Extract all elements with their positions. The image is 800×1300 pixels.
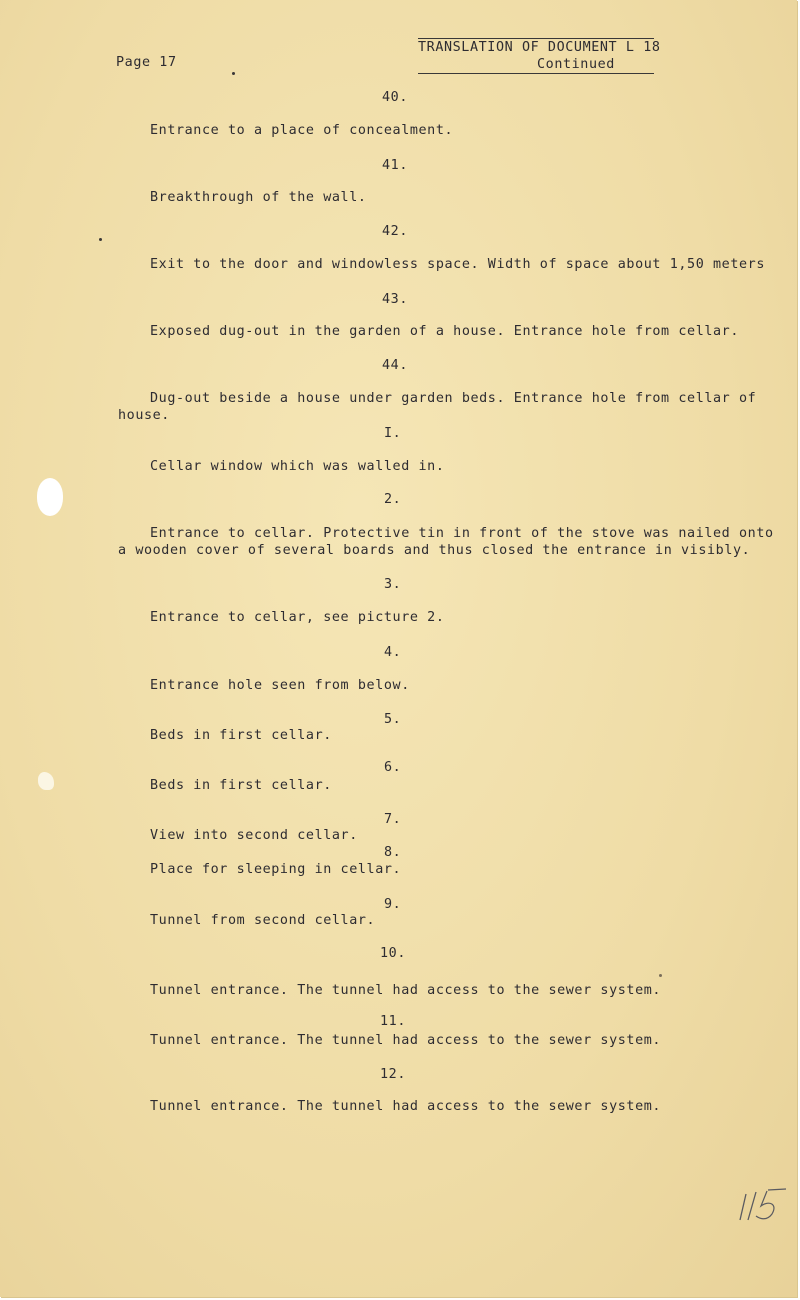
entry-caption: Cellar window which was walled in. xyxy=(150,459,445,474)
entry-caption-line: a wooden cover of several boards and thus closed the entrance in visibly. xyxy=(118,543,751,558)
entry-caption: Entrance to cellar, see picture 2. xyxy=(150,610,445,625)
entry-caption: Tunnel entrance. The tunnel had access to the sewer system. xyxy=(150,1033,662,1048)
ink-speck xyxy=(99,238,102,241)
entry-caption: Tunnel from second cellar. xyxy=(150,913,376,928)
header-bottom-rule xyxy=(418,73,654,74)
document-title: TRANSLATION OF DOCUMENT L 18 xyxy=(418,40,661,55)
entry-caption: Exposed dug-out in the garden of a house. Entrance hole from cellar. xyxy=(150,324,740,339)
punch-hole xyxy=(37,478,63,516)
header-top-rule xyxy=(418,38,654,39)
entry-caption-line: Dug-out beside a house under garden beds. Entrance hole from cellar of xyxy=(150,391,757,406)
entry-number: 3. xyxy=(384,577,402,592)
entry-caption: Entrance to a place of concealment. xyxy=(150,123,454,138)
entry-number: 44. xyxy=(382,358,408,373)
entry-number: 11. xyxy=(380,1014,406,1029)
handwritten-archive-number xyxy=(734,1186,794,1230)
document-subtitle: Continued xyxy=(537,57,615,72)
entry-number: I. xyxy=(384,426,402,441)
entry-number: 42. xyxy=(382,224,408,239)
entry-caption-line: house. xyxy=(118,408,170,423)
page-number: Page 17 xyxy=(116,55,177,70)
entry-caption: Entrance hole seen from below. xyxy=(150,678,410,693)
entry-number: 12. xyxy=(380,1067,406,1082)
entry-number: 41. xyxy=(382,158,408,173)
paper-stain xyxy=(38,772,54,790)
entry-number: 40. xyxy=(382,90,408,105)
ink-speck xyxy=(232,72,235,75)
entry-caption: View into second cellar. xyxy=(150,828,358,843)
entry-caption: Tunnel entrance. The tunnel had access to the sewer system. xyxy=(150,1099,662,1114)
entry-caption-line: Entrance to cellar. Protective tin in front of the stove was nailed onto xyxy=(150,526,774,541)
entry-number: 4. xyxy=(384,645,402,660)
entry-number: 6. xyxy=(384,760,402,775)
entry-caption: Tunnel entrance. The tunnel had access to the sewer system. xyxy=(150,983,662,998)
entry-caption: Beds in first cellar. xyxy=(150,778,332,793)
entry-number: 2. xyxy=(384,492,402,507)
entry-number: 10. xyxy=(380,946,406,961)
entry-number: 43. xyxy=(382,292,408,307)
entry-caption: Place for sleeping in cellar. xyxy=(150,862,402,877)
ink-speck xyxy=(659,974,662,977)
entry-number: 5. xyxy=(384,712,402,727)
entry-caption: Breakthrough of the wall. xyxy=(150,190,367,205)
entry-number: 8. xyxy=(384,845,402,860)
entry-caption: Beds in first cellar. xyxy=(150,728,332,743)
entry-number: 9. xyxy=(384,897,402,912)
entry-number: 7. xyxy=(384,812,402,827)
entry-caption: Exit to the door and windowless space. Width of space about 1,50 meters xyxy=(150,257,765,272)
